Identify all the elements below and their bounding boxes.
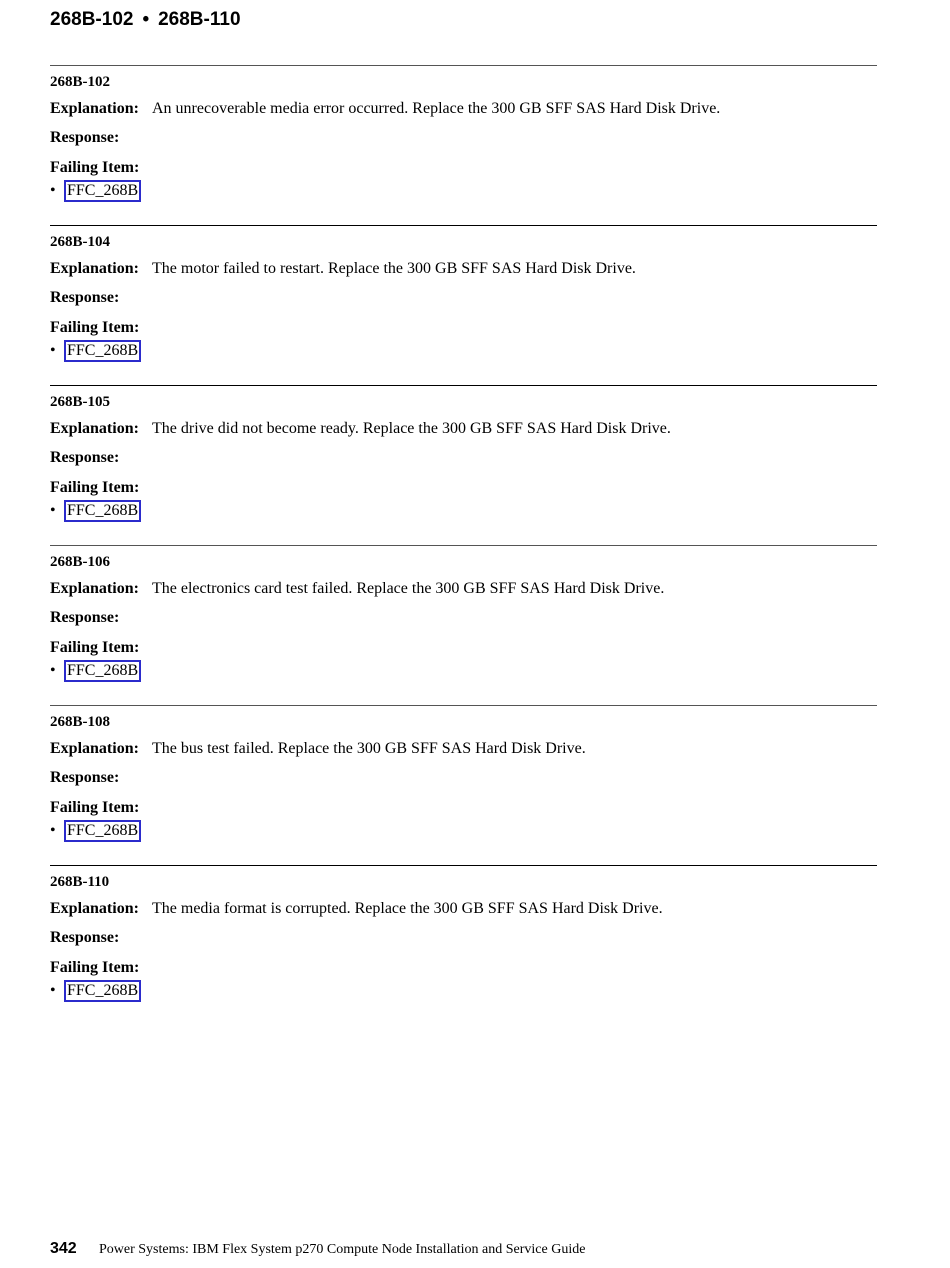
explanation-row [50, 98, 720, 120]
explanation-text: The motor failed to restart. Replace the 300 GB SFF SAS Hard Disk Drive. [152, 260, 636, 277]
ffc-link[interactable]: FFC_268B [64, 820, 141, 842]
explanation-text: The media format is corrupted. Replace the 300 GB SFF SAS Hard Disk Drive. [152, 900, 663, 917]
failing-item-row [50, 957, 139, 979]
header-range-end: 268B-110 [158, 9, 241, 30]
explanation-text: The bus test failed. Replace the 300 GB SFF SAS Hard Disk Drive. [152, 740, 586, 757]
failing-item-label: Failing Item: [50, 959, 140, 976]
error-entry [50, 705, 877, 865]
failing-item-list-item [50, 820, 141, 842]
explanation-row [50, 738, 586, 760]
failing-item-list-item [50, 340, 141, 362]
response-row [50, 767, 119, 789]
bullet: • [50, 662, 56, 679]
explanation-text: The drive did not become ready. Replace the 300 GB SFF SAS Hard Disk Drive. [152, 420, 671, 437]
failing-item-row [50, 477, 139, 499]
error-entry [50, 65, 877, 225]
header-range-start: 268B-102 [50, 9, 134, 30]
response-label: Response: [50, 929, 120, 946]
response-label: Response: [50, 449, 120, 466]
error-code: 268B-110 [50, 874, 110, 890]
ffc-link[interactable]: FFC_268B [64, 340, 141, 362]
explanation-label: Explanation: [50, 580, 139, 597]
ffc-link[interactable]: FFC_268B [64, 180, 141, 202]
failing-item-label: Failing Item: [50, 799, 140, 816]
error-code: 268B-105 [50, 394, 110, 410]
explanation-row [50, 258, 636, 280]
error-entry [50, 385, 877, 545]
header-separator: • [142, 9, 150, 30]
explanation-label: Explanation: [50, 260, 139, 277]
explanation-text: An unrecoverable media error occurred. Replace the 300 GB SFF SAS Hard Disk Drive. [152, 100, 721, 117]
bullet: • [50, 502, 56, 519]
response-label: Response: [50, 289, 120, 306]
failing-item-label: Failing Item: [50, 479, 140, 496]
failing-item-label: Failing Item: [50, 639, 140, 656]
failing-item-list-item [50, 500, 141, 522]
error-code: 268B-102 [50, 74, 110, 90]
response-row [50, 127, 119, 149]
page-footer [50, 1240, 585, 1258]
explanation-row [50, 898, 663, 920]
explanation-row [50, 418, 671, 440]
explanation-text: The electronics card test failed. Replace the 300 GB SFF SAS Hard Disk Drive. [152, 580, 665, 597]
failing-item-list-item [50, 980, 141, 1002]
response-label: Response: [50, 129, 120, 146]
ffc-link[interactable]: FFC_268B [64, 500, 141, 522]
ffc-link[interactable]: FFC_268B [64, 660, 141, 682]
document-title: Power Systems: IBM Flex System p270 Compute Node Installation and Service Guide [99, 1242, 586, 1257]
page-header [50, 6, 241, 34]
error-code-list [50, 65, 877, 1025]
bullet: • [50, 822, 56, 839]
response-label: Response: [50, 609, 120, 626]
ffc-link[interactable]: FFC_268B [64, 980, 141, 1002]
failing-item-list-item [50, 660, 141, 682]
failing-item-list-item [50, 180, 141, 202]
failing-item-row [50, 637, 139, 659]
error-entry [50, 865, 877, 1025]
explanation-row [50, 578, 664, 600]
bullet: • [50, 342, 56, 359]
explanation-label: Explanation: [50, 420, 139, 437]
bullet: • [50, 182, 56, 199]
failing-item-row [50, 317, 139, 339]
bullet: • [50, 982, 56, 999]
failing-item-label: Failing Item: [50, 319, 140, 336]
response-row [50, 607, 119, 629]
response-row [50, 927, 119, 949]
error-entry [50, 225, 877, 385]
error-code: 268B-108 [50, 714, 110, 730]
response-row [50, 287, 119, 309]
failing-item-label: Failing Item: [50, 159, 140, 176]
response-label: Response: [50, 769, 120, 786]
failing-item-row [50, 157, 139, 179]
page-number: 342 [50, 1240, 77, 1257]
explanation-label: Explanation: [50, 740, 139, 757]
explanation-label: Explanation: [50, 900, 139, 917]
error-entry [50, 545, 877, 705]
response-row [50, 447, 119, 469]
explanation-label: Explanation: [50, 100, 139, 117]
error-code: 268B-104 [50, 234, 110, 250]
failing-item-row [50, 797, 139, 819]
error-code: 268B-106 [50, 554, 110, 570]
